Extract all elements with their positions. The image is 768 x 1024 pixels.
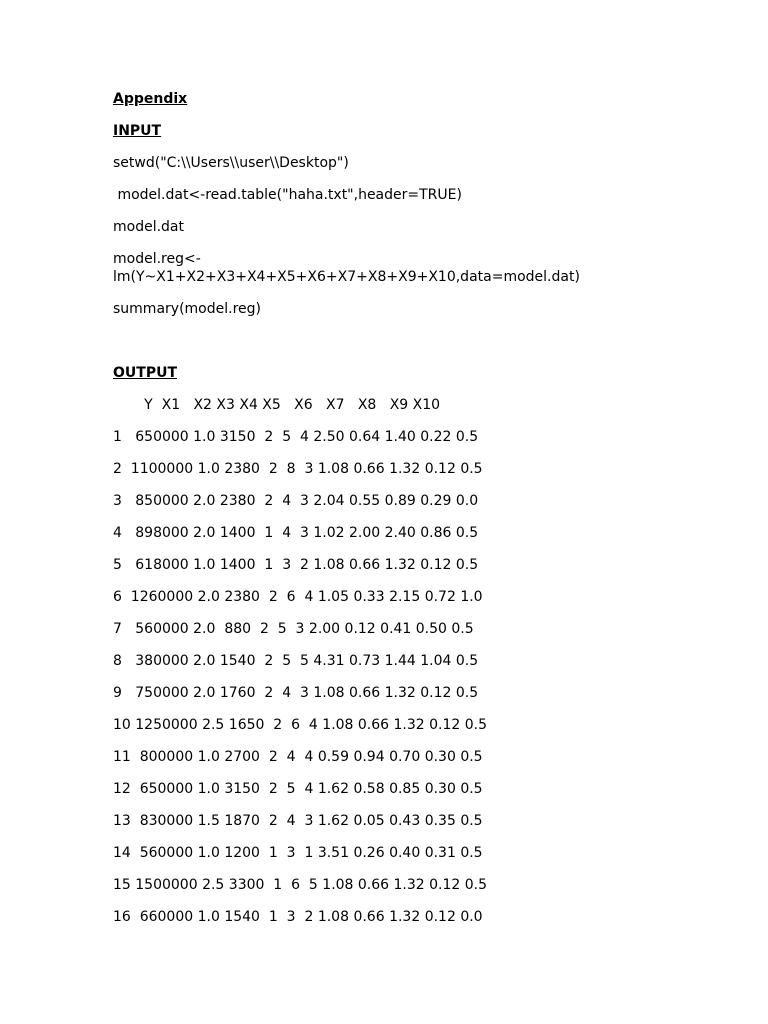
section-spacer bbox=[113, 332, 753, 364]
appendix-title: Appendix bbox=[113, 91, 188, 107]
code-line-model-reg: model.reg<- lm(Y~X1+X2+X3+X4+X5+X6+X7+X8+X9+X10,data=model.dat) bbox=[113, 251, 580, 285]
output-row: 6 1260000 2.0 2380 2 6 4 1.05 0.33 2.15 0.72 1.0 bbox=[113, 589, 483, 605]
output-row: 1 650000 1.0 3150 2 5 4 2.50 0.64 1.40 0.22 0.5 bbox=[113, 429, 479, 445]
code-line-model-dat: model.dat bbox=[113, 219, 184, 235]
output-column-header: Y X1 X2 X3 X4 X5 X6 X7 X8 X9 X10 bbox=[113, 397, 441, 413]
output-row: 5 618000 1.0 1400 1 3 2 1.08 0.66 1.32 0.12 0.5 bbox=[113, 557, 479, 573]
output-row: 8 380000 2.0 1540 2 5 5 4.31 0.73 1.44 1.04 0.5 bbox=[113, 653, 479, 669]
output-row: 7 560000 2.0 880 2 5 3 2.00 0.12 0.41 0.50 0.5 bbox=[113, 621, 474, 637]
output-row: 11 800000 1.0 2700 2 4 4 0.59 0.94 0.70 0.30 0.5 bbox=[113, 749, 483, 765]
output-row: 2 1100000 1.0 2380 2 8 3 1.08 0.66 1.32 0.12 0.5 bbox=[113, 461, 483, 477]
output-row: 12 650000 1.0 3150 2 5 4 1.62 0.58 0.85 0.30 0.5 bbox=[113, 781, 483, 797]
output-row: 14 560000 1.0 1200 1 3 1 3.51 0.26 0.40 0.31 0.5 bbox=[113, 845, 483, 861]
output-row: 3 850000 2.0 2380 2 4 3 2.04 0.55 0.89 0.29 0.0 bbox=[113, 493, 479, 509]
input-heading: INPUT bbox=[113, 123, 162, 139]
code-line-summary: summary(model.reg) bbox=[113, 301, 261, 317]
output-row: 16 660000 1.0 1540 1 3 2 1.08 0.66 1.32 0.12 0.0 bbox=[113, 909, 483, 925]
output-row: 13 830000 1.5 1870 2 4 3 1.62 0.05 0.43 0.35 0.5 bbox=[113, 813, 483, 829]
code-line-read-table: model.dat<-read.table("haha.txt",header=TRUE) bbox=[113, 187, 462, 203]
output-row: 9 750000 2.0 1760 2 4 3 1.08 0.66 1.32 0.12 0.5 bbox=[113, 685, 479, 701]
output-row: 10 1250000 2.5 1650 2 6 4 1.08 0.66 1.32 0.12 0.5 bbox=[113, 717, 488, 733]
output-heading: OUTPUT bbox=[113, 365, 177, 381]
output-row: 4 898000 2.0 1400 1 4 3 1.02 2.00 2.40 0.86 0.5 bbox=[113, 525, 479, 541]
code-line-setwd: setwd("C:\\Users\\user\\Desktop") bbox=[113, 155, 349, 171]
output-row: 15 1500000 2.5 3300 1 6 5 1.08 0.66 1.32 0.12 0.5 bbox=[113, 877, 488, 893]
document-page bbox=[113, 90, 753, 940]
